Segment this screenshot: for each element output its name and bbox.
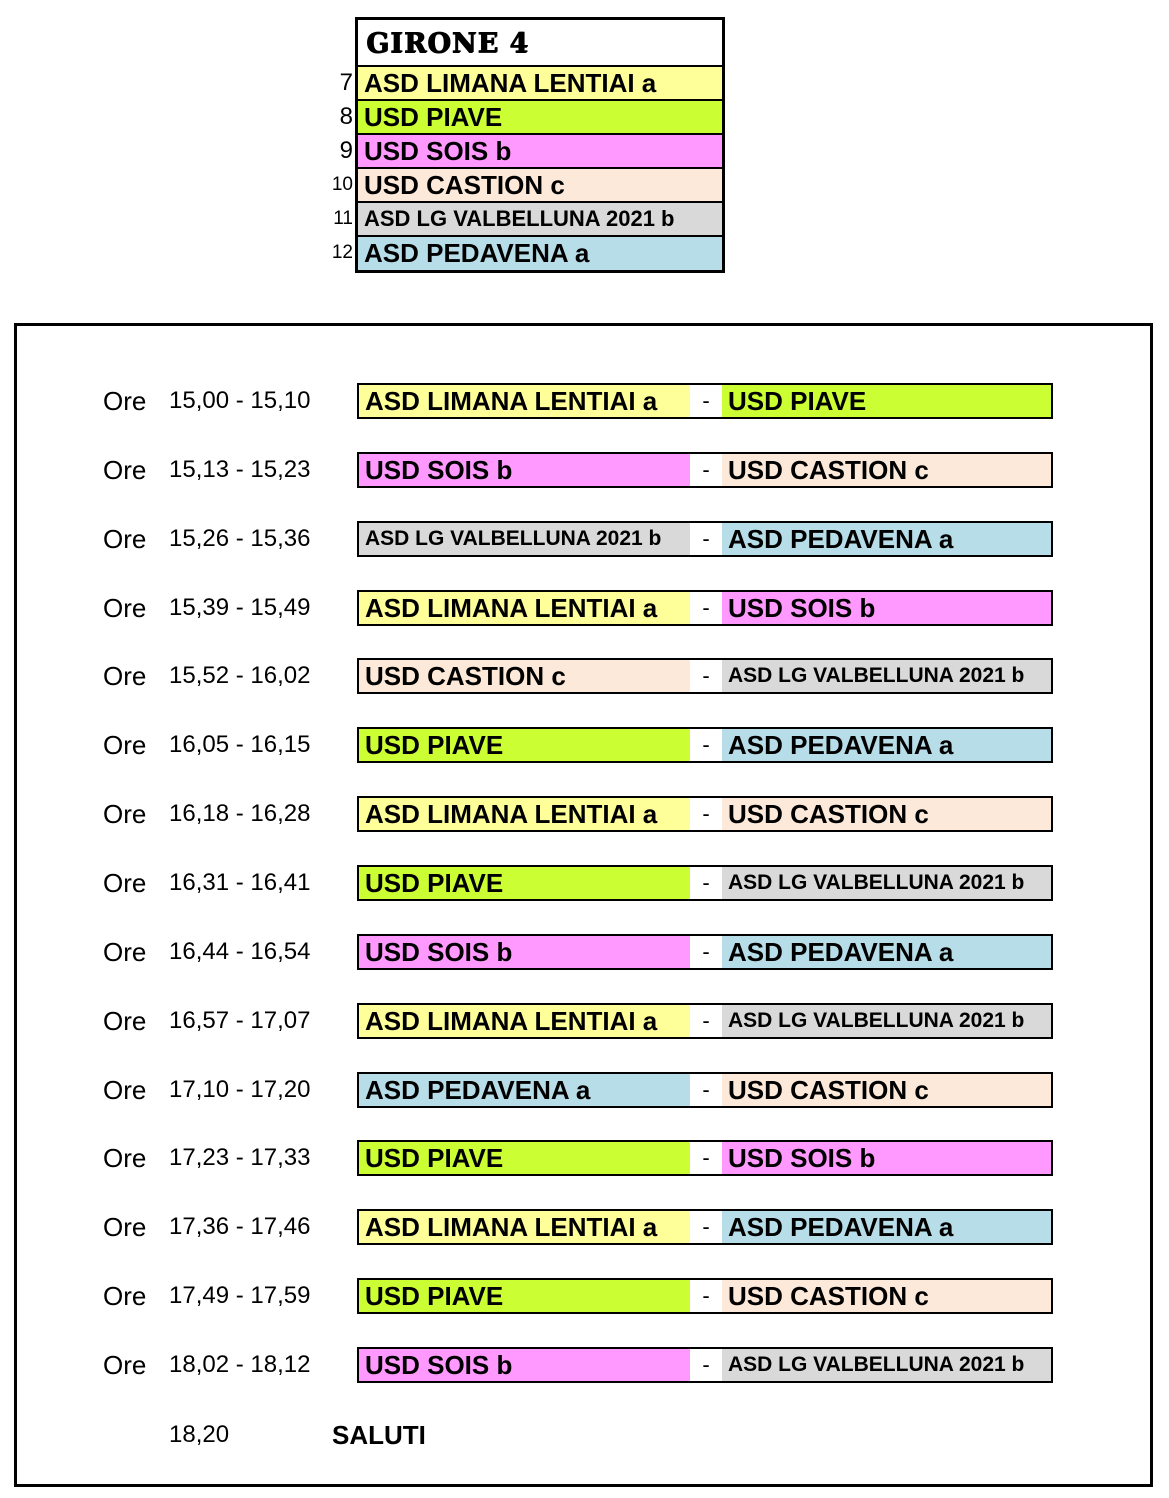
match-time: 17,10 - 17,20: [169, 1075, 311, 1103]
match-time: 15,52 - 16,02: [169, 662, 311, 690]
match-time: 16,57 - 17,07: [169, 1006, 311, 1034]
home-team: USD SOIS b: [359, 1349, 690, 1381]
match-row: [17, 452, 1150, 488]
away-team: USD PIAVE: [722, 385, 1051, 417]
match-separator: -: [690, 454, 722, 486]
match-separator: -: [690, 936, 722, 968]
match-separator: -: [690, 1349, 722, 1381]
match-separator: -: [690, 798, 722, 830]
match-row: [17, 1140, 1150, 1176]
closing-time: 18,20: [169, 1421, 230, 1448]
team-number: 9: [339, 137, 353, 164]
match-time: 16,05 - 16,15: [169, 731, 311, 759]
team-number: 10: [331, 174, 353, 195]
away-team: ASD LG VALBELLUNA 2021 b: [722, 867, 1051, 899]
team-list: [331, 67, 722, 270]
away-team: ASD PEDAVENA a: [722, 729, 1051, 761]
team-number: 7: [339, 69, 353, 96]
home-team: ASD LG VALBELLUNA 2021 b: [359, 523, 690, 555]
home-team: USD SOIS b: [359, 454, 690, 486]
ore-label: Ore: [103, 799, 147, 830]
match-time: 18,02 - 18,12: [169, 1350, 311, 1378]
away-team: ASD PEDAVENA a: [722, 523, 1051, 555]
match-schedule: [14, 323, 1153, 1487]
match-bar: [357, 934, 1053, 970]
team-row: [339, 101, 722, 135]
ore-label: Ore: [103, 1074, 147, 1105]
match-time: 15,00 - 15,10: [169, 387, 311, 414]
ore-label: Ore: [103, 1005, 147, 1036]
team-name: ASD LIMANA LENTIAI a: [364, 68, 657, 98]
match-separator: -: [690, 385, 722, 417]
match-bar: [357, 452, 1053, 488]
ore-label: Ore: [103, 1143, 147, 1174]
match-row: [17, 1209, 1150, 1245]
home-team: USD CASTION c: [359, 660, 690, 692]
home-team: ASD LIMANA LENTIAI a: [359, 385, 690, 417]
match-bar: [357, 727, 1053, 763]
match-time: 15,39 - 15,49: [169, 593, 311, 621]
away-team: USD CASTION c: [722, 1074, 1051, 1106]
match-separator: -: [690, 660, 722, 692]
match-separator: -: [690, 1074, 722, 1106]
match-row: [17, 934, 1150, 970]
home-team: ASD PEDAVENA a: [359, 1074, 690, 1106]
match-bar: [357, 1140, 1053, 1176]
team-name: ASD LG VALBELLUNA 2021 b: [364, 206, 675, 231]
ore-label: Ore: [103, 386, 147, 416]
match-bar: [357, 865, 1053, 901]
team-row: [331, 169, 722, 203]
match-row: [17, 796, 1150, 832]
away-team: ASD PEDAVENA a: [722, 936, 1051, 968]
team-row: [331, 237, 722, 270]
match-time: 17,36 - 17,46: [169, 1213, 311, 1241]
group-table: [331, 17, 725, 273]
match-bar: [357, 658, 1053, 694]
match-time: 15,13 - 15,23: [169, 455, 311, 483]
match-row: [17, 1072, 1150, 1108]
match-time: 16,44 - 16,54: [169, 937, 311, 965]
home-team: USD PIAVE: [359, 1142, 690, 1174]
match-bar: [357, 1209, 1053, 1245]
home-team: USD PIAVE: [359, 729, 690, 761]
team-name: USD CASTION c: [364, 170, 565, 200]
team-name: ASD PEDAVENA a: [364, 238, 590, 268]
match-time: 17,23 - 17,33: [169, 1144, 311, 1172]
match-bar: [357, 1278, 1053, 1314]
match-separator: -: [690, 1005, 722, 1037]
match-separator: -: [690, 729, 722, 761]
ore-label: Ore: [103, 454, 147, 485]
match-time: 15,26 - 15,36: [169, 524, 311, 552]
team-number: 11: [333, 208, 353, 229]
away-team: USD CASTION c: [722, 454, 1051, 486]
ore-label: Ore: [103, 592, 147, 623]
match-separator: -: [690, 1211, 722, 1243]
ore-label: Ore: [103, 730, 147, 761]
team-row: [339, 135, 722, 169]
away-team: USD SOIS b: [722, 592, 1051, 624]
away-team: ASD LG VALBELLUNA 2021 b: [722, 1349, 1051, 1381]
match-bar: [357, 1003, 1053, 1039]
match-bar: [357, 796, 1053, 832]
match-row: [17, 658, 1150, 694]
ore-label: Ore: [103, 661, 147, 692]
team-number: 12: [331, 242, 353, 263]
team-name: USD PIAVE: [364, 102, 503, 132]
match-row: [17, 521, 1150, 557]
home-team: ASD LIMANA LENTIAI a: [359, 798, 690, 830]
ore-label: Ore: [103, 523, 147, 554]
closing-label: SALUTI: [332, 1420, 426, 1450]
match-separator: -: [690, 1142, 722, 1174]
match-bar: [357, 590, 1053, 626]
home-team: USD PIAVE: [359, 867, 690, 899]
team-name: USD SOIS b: [364, 136, 512, 166]
team-number: 8: [339, 103, 353, 130]
away-team: ASD LG VALBELLUNA 2021 b: [722, 660, 1051, 692]
ore-label: Ore: [103, 1281, 147, 1312]
match-time: 16,18 - 16,28: [169, 800, 311, 828]
ore-label: Ore: [103, 1349, 147, 1380]
match-row: [17, 383, 1150, 419]
ore-label: Ore: [103, 936, 147, 967]
team-row: [339, 67, 722, 101]
away-team: ASD LG VALBELLUNA 2021 b: [722, 1005, 1051, 1037]
match-separator: -: [690, 523, 722, 555]
group-title: GIRONE 4: [358, 20, 722, 67]
match-bar: [357, 383, 1053, 419]
match-row: [17, 1003, 1150, 1039]
match-separator: -: [690, 867, 722, 899]
match-bar: [357, 521, 1053, 557]
match-time: 17,49 - 17,59: [169, 1282, 311, 1310]
home-team: USD PIAVE: [359, 1280, 690, 1312]
ore-label: Ore: [103, 1212, 147, 1243]
match-row: [17, 727, 1150, 763]
match-row: [17, 590, 1150, 626]
match-row: [17, 1278, 1150, 1314]
home-team: ASD LIMANA LENTIAI a: [359, 1005, 690, 1037]
away-team: USD SOIS b: [722, 1142, 1051, 1174]
home-team: ASD LIMANA LENTIAI a: [359, 592, 690, 624]
match-bar: [357, 1072, 1053, 1108]
away-team: USD CASTION c: [722, 1280, 1051, 1312]
match-time: 16,31 - 16,41: [169, 868, 311, 896]
match-bar: [357, 1347, 1053, 1383]
away-team: ASD PEDAVENA a: [722, 1211, 1051, 1243]
team-row: [333, 203, 722, 237]
home-team: ASD LIMANA LENTIAI a: [359, 1211, 690, 1243]
match-separator: -: [690, 592, 722, 624]
home-team: USD SOIS b: [359, 936, 690, 968]
match-row: [17, 1347, 1150, 1383]
match-separator: -: [690, 1280, 722, 1312]
ore-label: Ore: [103, 867, 147, 898]
away-team: USD CASTION c: [722, 798, 1051, 830]
match-row: [17, 865, 1150, 901]
